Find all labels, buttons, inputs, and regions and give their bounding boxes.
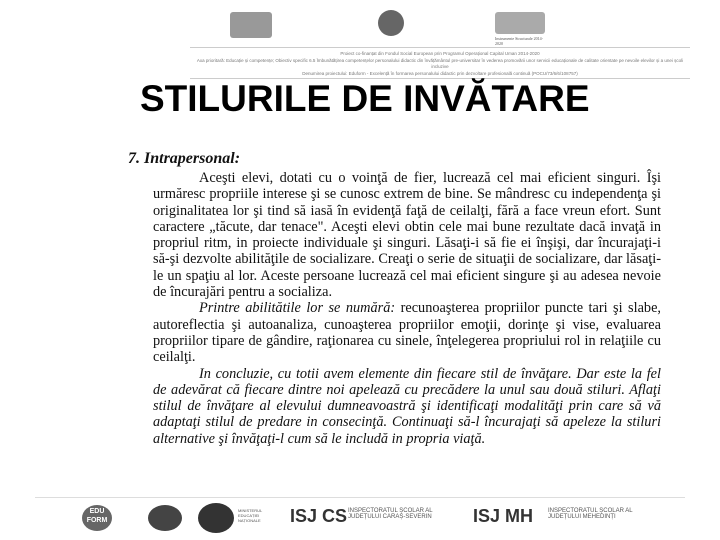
header-line: Denumirea proiectului: Eduform - Excelență în formarea personalului didactic prin dezvoltare profesională continuă (POCU/73/6/6/108757) (302, 70, 578, 76)
header-line: Proiect co-finanțat din Fondul Social European prin Programul Operațional Capital Uman 2014-2020 (340, 51, 540, 56)
footer-divider (35, 497, 685, 498)
eu-flag-logo (230, 12, 272, 38)
project-header (195, 51, 685, 77)
ministry-label: MINISTERUL EDUCAȚIEI NAȚIONALE (238, 508, 263, 523)
isjcs-name: INSPECTORATUL ȘCOLAR AL JUDEȚULUI CARAȘ-SEVERIN (348, 508, 433, 520)
paragraph-text: recunoaşterea propriilor puncte tari şi slabe, autoreflectia şi autoanaliza, cunoaşterea propriilor emoţii, dorinţe şi vise, evaluarea propriilor tipare de gândire, raţionarea cu sinele, înţelegerea propriului rol in relaţiile cu ceilalţi. (153, 300, 662, 366)
body-text (153, 170, 661, 447)
paragraph (153, 300, 661, 365)
paragraph-lead: Printre abilitătile lor se numără: (199, 300, 396, 317)
eduform-logo: EDU FORM (82, 505, 112, 531)
isjcs-logo: ISJ CS (290, 506, 348, 526)
header-line: Axa prioritară: Educație și competențe; Obiectiv specific 6.5 Îmbunătățirea competențelor personalului didactic din învățământul pre-universitar în vederea promovării unor servicii educaționale de calitate orientate pe nevoile elevilor și a unei școli incluzive (196, 57, 684, 69)
header-divider (190, 47, 690, 48)
paragraph: In concluzie, cu totii avem elemente din fiecare stil de învăţare. Dar este la fel de adevărat că fiecare dintre noi apelează cu precădere la unul sau două stiluri. Aflaţi stilul de învăţare al elevului dumneavoastră şi identificaţi modalităţi prin care să vă adaptaţi stilul de predare in consecinţă. Continuaţi să-l încurajaţi să apeleze la stiluri alternative şi învăţaţi-l cum să le includă in propria viaţă. (153, 365, 661, 447)
structural-instruments-logo: Instrumente Structurale 2014-2020 (495, 12, 545, 34)
isjmh-name: INSPECTORATUL ȘCOLAR AL JUDEȚULUI MEHEDINȚI (548, 508, 633, 520)
portrait-logo (148, 505, 182, 531)
government-seal-logo (378, 10, 404, 36)
section-heading: 7. Intrapersonal: (128, 150, 241, 167)
ministry-seal-logo (198, 503, 234, 533)
page-title: STILURILE DE INVĂTARE (140, 78, 590, 119)
isjmh-logo: ISJ MH (473, 506, 534, 526)
paragraph: Aceşti elevi, dotati cu o voinţă de fier, lucrează cel mai eficient singuri. Îşi urmăresc propriile interese şi se cunosc extrem de bine. Se mândresc cu independenţa şi originalitatea lor şi tind să iasă în evidenţă faţă de ceilalţi, fără a face vreun efort. Sunt caractere „tăcute, dar tenace". Aceşti elevi obtin cele mai bune rezultate dacă invaţă in propriul ritm, in proiecte individuale şi singuri. Lăsaţi-i să fie ei înşişi, dar încurajaţi-i să-şi dezvolte abilităţile de socializare. Creaţi o serie de situaţii de socializare, dar lăsaţi-le un spaţiu al lor. Aceste persoane lucrează cel mai eficient singure şi au adesea nevoie de încurajări pentru a socializa. (153, 170, 661, 301)
